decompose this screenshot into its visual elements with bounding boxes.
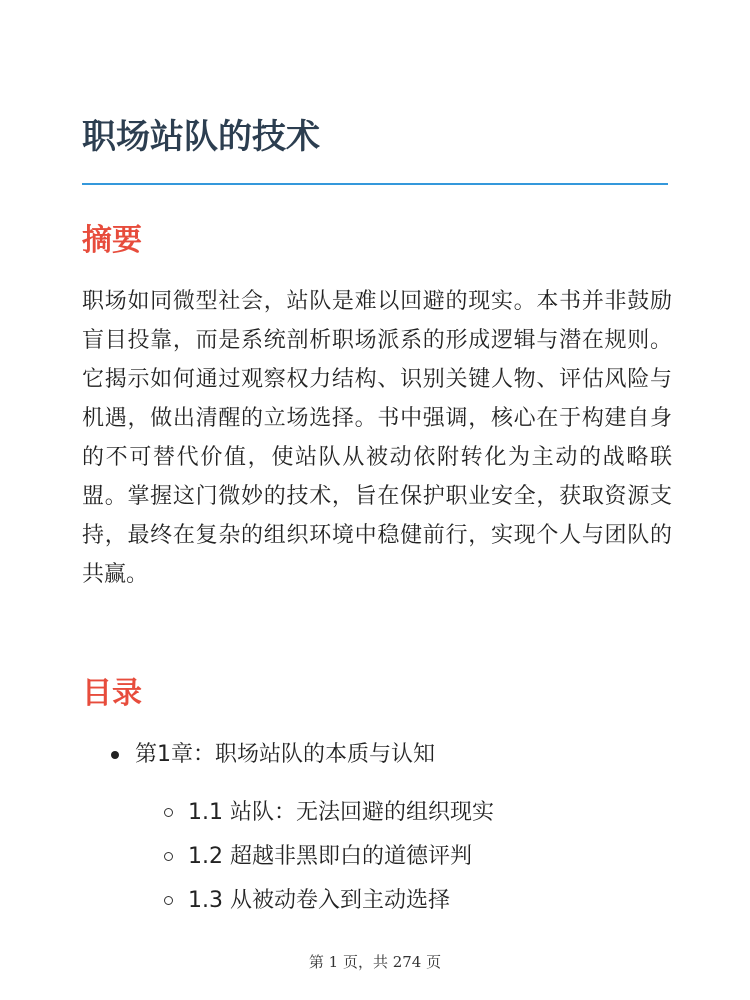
page-footer: 第 1 页，共 274 页 [308, 953, 442, 971]
bullet-disc-icon [111, 751, 119, 759]
bullet-circle-icon [164, 896, 173, 905]
toc-heading: 目录 [82, 676, 142, 711]
bullet-circle-icon [164, 852, 173, 861]
toc-section-label: 1.1 站队：无法回避的组织现实 [188, 800, 494, 825]
toc-section-1-3 [188, 885, 450, 917]
title-divider [82, 183, 668, 185]
document-title: 职场站队的技术 [82, 117, 320, 157]
toc-chapter-1 [135, 739, 435, 771]
toc-section-1-2 [188, 841, 472, 873]
bullet-circle-icon [164, 808, 173, 817]
toc-chapter-label: 第1章：职场站队的本质与认知 [135, 742, 435, 767]
toc-section-label: 1.3 从被动卷入到主动选择 [188, 888, 450, 913]
toc-section-label: 1.2 超越非黑即白的道德评判 [188, 844, 472, 869]
abstract-heading: 摘要 [82, 223, 142, 258]
abstract-body: 职场如同微型社会，站队是难以回避的现实。本书并非鼓励盲目投靠，而是系统剖析职场派系的形成逻辑与潜在规则。它揭示如何通过观察权力结构、识别关键人物、评估风险与机遇，做出清醒的立场选择。书中强调，核心在于构建自身的不可替代价值，使站队从被动依附转化为主动的战略联盟。掌握这门微妙的技术，旨在保护职业安全，获取资源支持，最终在复杂的组织环境中稳健前行，实现个人与团队的共赢。 [82, 289, 672, 587]
toc-section-1-1 [188, 797, 494, 829]
